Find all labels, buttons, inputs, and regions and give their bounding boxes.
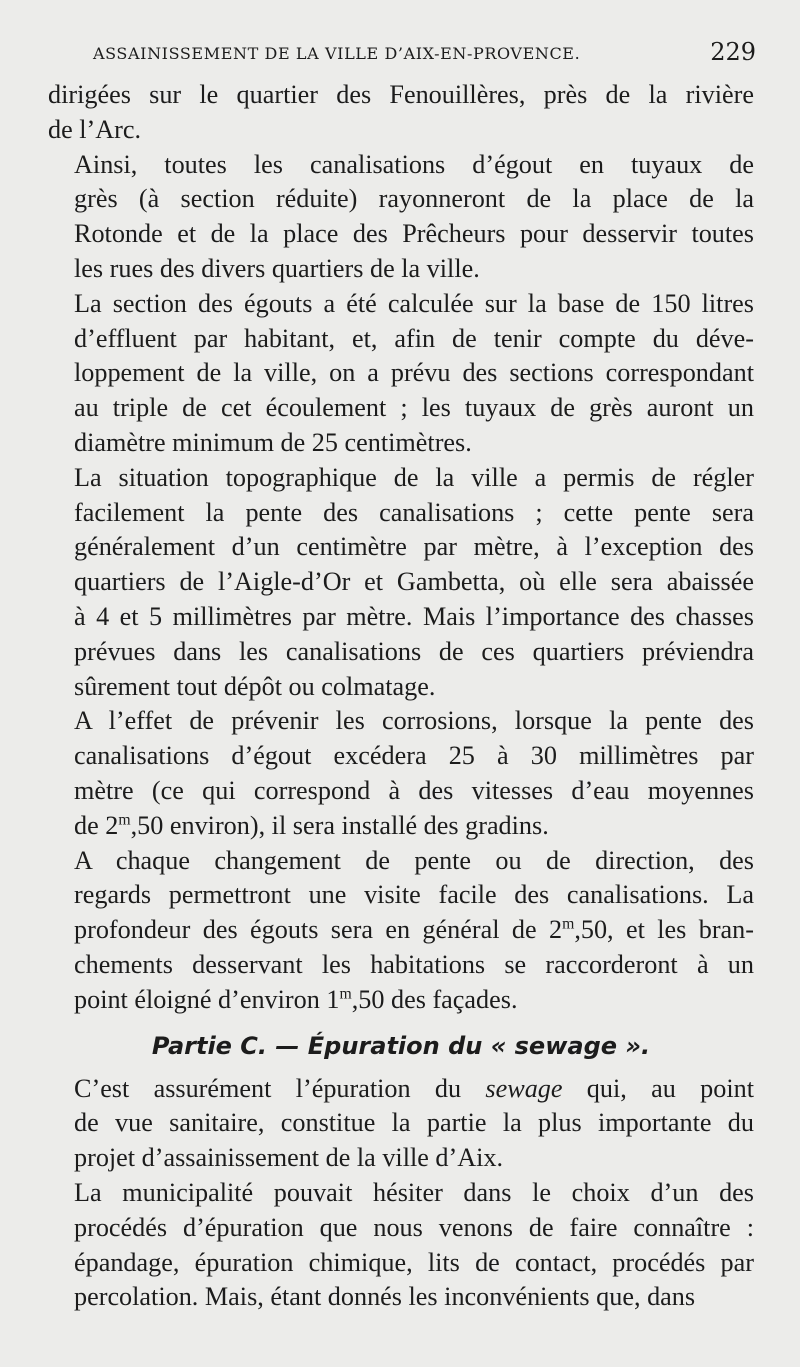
text-line: sûrement tout dépôt ou colmatage. [74, 671, 436, 701]
page-header [48, 38, 756, 74]
text-line: d’effluent par habitant, et, afin de tenir compte du déve- [74, 323, 754, 353]
text-line: procédés d’épuration que nous venons de faire connaître : [74, 1212, 754, 1242]
text-line: regards permettront une visite facile des canalisations. La [74, 880, 754, 910]
paragraph [48, 704, 754, 843]
text-line: de vue sanitaire, constitue la partie la plus importante du [74, 1108, 754, 1138]
text-line: quartiers de l’Aigle-d’Or et Gambetta, où elle sera abaissée [74, 567, 754, 597]
text-line: La situation topographique de la ville a permis de régler [74, 462, 754, 492]
text-line: La section des égouts a été calculée sur la base de 150 litres [74, 288, 754, 318]
text-line: prévues dans les canalisations de ces quartiers préviendra [74, 636, 754, 666]
section-heading: Partie C. — Épuration du « sewage ». [151, 1031, 651, 1060]
text-line: facilement la pente des canalisations ; cette pente sera [74, 497, 754, 527]
page-number: 229 [710, 38, 756, 66]
text-line: A l’effet de prévenir les corrosions, lorsque la pente des [74, 706, 754, 736]
text-block-after-heading [48, 1072, 754, 1316]
paragraph [48, 1072, 754, 1176]
text-line: à 4 et 5 millimètres par mètre. Mais l’importance des chasses [74, 601, 754, 631]
text-line: chements desservant les habitations se raccorderont à un [74, 949, 754, 979]
paragraph [48, 461, 754, 705]
text-line: loppement de la ville, on a prévu des sections correspondant [74, 358, 754, 388]
text-line: projet d’assainissement de la ville d’Aix. [74, 1143, 504, 1173]
text-line: mètre (ce qui correspond à des vitesses d’eau moyennes [74, 775, 754, 805]
paragraph [48, 148, 754, 287]
text-line: Rotonde et de la place des Prêcheurs pour desservir toutes [74, 219, 754, 249]
text-line: profondeur des égouts sera en général de 2$^m$,50, et les bran- [74, 915, 754, 945]
text-line: point éloigné d’environ 1$^m$,50 des façades. [74, 984, 518, 1014]
text-line: grès (à section réduite) rayonneront de la place de la [74, 184, 754, 214]
text-line: dirigées sur le quartier des Fenouillères, près de la rivière [48, 80, 754, 109]
paragraph [48, 287, 754, 461]
paragraph [48, 844, 754, 1018]
paragraph [48, 1176, 754, 1315]
text-line: A chaque changement de pente ou de direction, des [74, 845, 754, 875]
text-line: au triple de cet écoulement ; les tuyaux de grès auront un [74, 393, 754, 423]
running-title: ASSAINISSEMENT DE LA VILLE D’AIX-EN-PROVENCE. [93, 44, 581, 63]
text-line: canalisations d’égout excédera 25 à 30 millimètres par [74, 741, 754, 771]
text-line: épandage, épuration chimique, lits de contact, procédés par [74, 1247, 754, 1277]
page-body [48, 78, 754, 1315]
text-line: les rues des divers quartiers de la ville. [74, 253, 480, 283]
text-line: Ainsi, toutes les canalisations d’égout en tuyaux de [74, 149, 754, 179]
paragraph [48, 78, 754, 148]
text-block-before-heading [48, 78, 754, 1018]
text-line: généralement d’un centimètre par mètre, à l’exception des [74, 532, 754, 562]
text-line: La municipalité pouvait hésiter dans le choix d’un des [74, 1177, 754, 1207]
text-line: diamètre minimum de 25 centimètres. [74, 427, 472, 457]
text-line: percolation. Mais, étant donnés les inconvénients que, dans [74, 1282, 696, 1312]
text-line: C’est assurément l’épuration du sewage qui, au point [74, 1073, 754, 1103]
text-line: de 2$^m$,50 environ), il sera installé des gradins. [74, 810, 549, 840]
text-line: de l’Arc. [48, 114, 142, 144]
